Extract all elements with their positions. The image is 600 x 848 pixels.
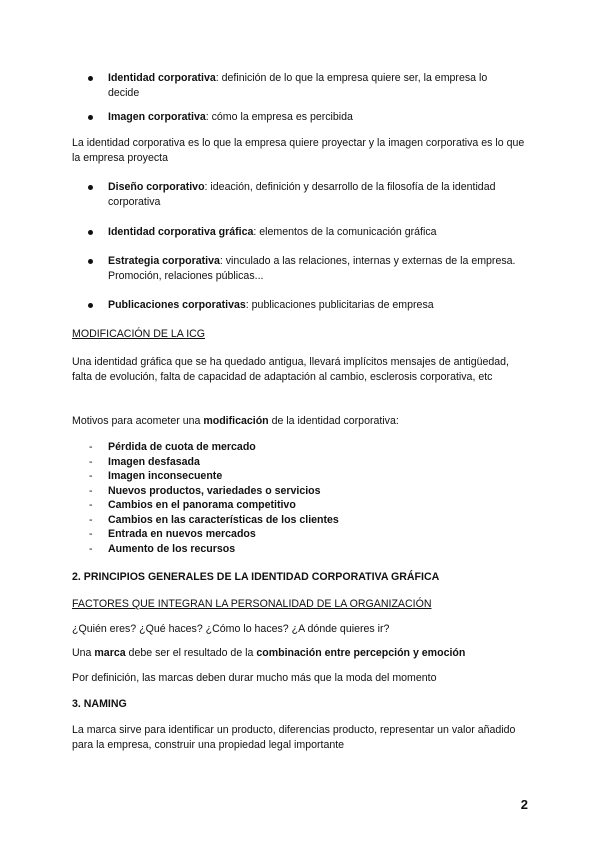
section-3-title: 3. NAMING [72, 698, 127, 710]
bullet-text: : ideación, definición y desarrollo de la filosofía de la identidad corporativa [108, 181, 496, 208]
section-2-title: 2. PRINCIPIOS GENERALES DE LA IDENTIDAD CORPORATIVA GRÁFICA [72, 571, 440, 583]
questions-line: ¿Quién eres? ¿Qué haces? ¿Cómo lo haces? ¿A dónde quieres ir? [72, 623, 390, 635]
heading-modificacion: MODIFICACIÓN DE LA ICG [72, 328, 206, 340]
bullet-term: Identidad corporativa [108, 72, 216, 84]
paragraph-antiguedad: Una identidad gráfica que se ha quedado antigua, llevará implícitos mensajes de antigüedad, falta de evolución, falta de capacidad de adaptación al cambio, esclerosis corporativa, etc [72, 356, 509, 383]
bullet-text: : cómo la empresa es percibida [205, 111, 353, 123]
page-number: 2 [520, 797, 528, 812]
bullet-text: : vinculado a las relaciones, internas y externas de la empresa. Promoción, relaciones públicas... [108, 255, 516, 282]
bullet-term: Diseño corporativo [108, 181, 205, 193]
bullet-term: Estrategia corporativa [108, 255, 220, 267]
bullet-text: : elementos de la comunicación gráfica [253, 226, 437, 238]
bullet-dot [88, 115, 93, 120]
motivo-item: - Imagen desfasada [89, 455, 200, 468]
bullet-term: Identidad corporativa gráfica [108, 226, 254, 238]
motivo-item: - Pérdida de cuota de mercado [89, 441, 256, 453]
paragraph-naming: La marca sirve para identificar un producto, diferencias producto, representar un valor añadido para la empresa, construir una propiedad legal importante [72, 724, 516, 751]
motivo-item: - Cambios en el panorama competitivo [89, 499, 296, 511]
paragraph-motivos: Motivos para acometer una modificación de la identidad corporativa: [72, 415, 399, 427]
bullet-term: Imagen corporativa [108, 111, 206, 123]
definicion-line: Por definición, las marcas deben durar mucho más que la moda del momento [72, 672, 437, 684]
bullet-term: Publicaciones corporativas [108, 299, 246, 311]
bullet-dot [88, 259, 93, 264]
bullet-text: : publicaciones publicitarias de empresa [245, 299, 434, 311]
motivo-item: - Imagen inconsecuente [89, 470, 223, 482]
paragraph-identidad-imagen: La identidad corporativa es lo que la empresa quiere proyectar y la imagen corporativa es lo que la empresa proyecta [72, 137, 525, 164]
bullet-text: : definición de lo que la empresa quiere ser, la empresa lo decide [108, 72, 488, 99]
motivo-item: - Cambios en las características de los clientes [89, 513, 339, 526]
motivo-item: - Nuevos productos, variedades o servicios [89, 484, 321, 497]
bullet-dot [88, 303, 93, 308]
bullet-dot [88, 76, 93, 81]
motivo-item: - Entrada en nuevos mercados [89, 528, 256, 540]
bullet-dot [88, 230, 93, 235]
marca-line: Una marca debe ser el resultado de la combinación entre percepción y emoción [72, 647, 466, 659]
motivo-item: - Aumento de los recursos [89, 542, 236, 555]
heading-factores: FACTORES QUE INTEGRAN LA PERSONALIDAD DE LA ORGANIZACIÓN [72, 598, 432, 610]
bullet-dot [88, 185, 93, 190]
